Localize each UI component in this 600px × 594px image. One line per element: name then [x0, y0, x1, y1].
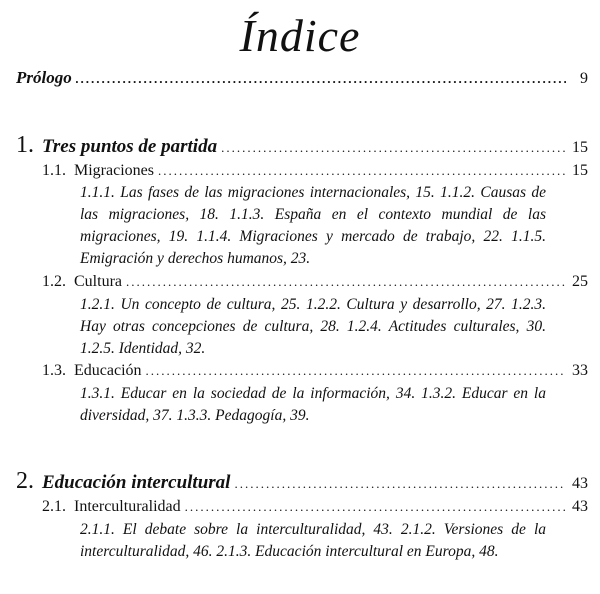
- toc-entry-section-2-1[interactable]: [42, 498, 588, 516]
- section-title: Cultura: [74, 273, 122, 290]
- subsection-list: 2.1.1. El debate sobre la interculturalidad, 43. 2.1.2. Versiones de la interculturalidad, 46. 2.1.3. Educación intercultural en Europa, 48.: [80, 521, 546, 560]
- toc-entry-chapter-1[interactable]: [16, 132, 588, 159]
- toc-entry-section-1-2[interactable]: [42, 273, 588, 291]
- section-page: 25: [572, 273, 588, 290]
- section-number: 1.2.: [42, 273, 66, 290]
- toc-entry-section-1-3[interactable]: [42, 362, 588, 380]
- section-page: 33: [572, 362, 588, 379]
- chapter-number: 2.: [16, 468, 34, 494]
- chapter-page: 43: [572, 475, 588, 492]
- chapter-number: 1.: [16, 132, 34, 158]
- dot-leader: [185, 499, 566, 515]
- dot-leader: [76, 71, 566, 87]
- prologue-label: Prólogo: [16, 68, 72, 87]
- chapter-page: 15: [572, 139, 588, 156]
- section-number: 1.3.: [42, 362, 66, 379]
- dot-leader: [234, 476, 566, 492]
- toc-entry-chapter-2[interactable]: [16, 468, 588, 495]
- section-page: 15: [572, 162, 588, 179]
- page-title: Índice: [239, 10, 361, 61]
- toc-entry-section-1-1[interactable]: [42, 162, 588, 180]
- chapter-title: Tres puntos de partida: [42, 136, 218, 157]
- section-number: 2.1.: [42, 498, 66, 515]
- section-title: Migraciones: [74, 162, 154, 179]
- subsection-list: 1.1.1. Las fases de las migraciones internacionales, 15. 1.1.2. Causas de las migraciones, 18. 1.1.3. España en el contexto mundial de las migraciones, 19. 1.1.4. Migraciones y mercado de trabajo, 22. 1.1.5. Emigración y derechos humanos, 23.: [80, 184, 546, 267]
- dot-leader: [146, 363, 566, 379]
- section-number: 1.1.: [42, 162, 66, 179]
- section-title: Interculturalidad: [74, 498, 181, 515]
- subsection-list: 1.3.1. Educar en la sociedad de la información, 34. 1.3.2. Educar en la diversidad, 37. 1.3.3. Pedagogía, 39.: [80, 385, 546, 424]
- section-title: Educación: [74, 362, 142, 379]
- section-page: 43: [572, 498, 588, 515]
- toc-entry-prologue[interactable]: [16, 68, 588, 88]
- prologue-page: 9: [580, 70, 588, 87]
- subsection-list: 1.2.1. Un concepto de cultura, 25. 1.2.2. Cultura y desarrollo, 27. 1.2.3. Hay otras concepciones de cultura, 28. 1.2.4. Actitudes culturales, 30. 1.2.5. Identidad, 32.: [80, 296, 546, 357]
- dot-leader: [126, 274, 566, 290]
- dot-leader: [158, 163, 566, 179]
- chapter-title: Educación intercultural: [42, 472, 231, 493]
- dot-leader: [221, 140, 566, 156]
